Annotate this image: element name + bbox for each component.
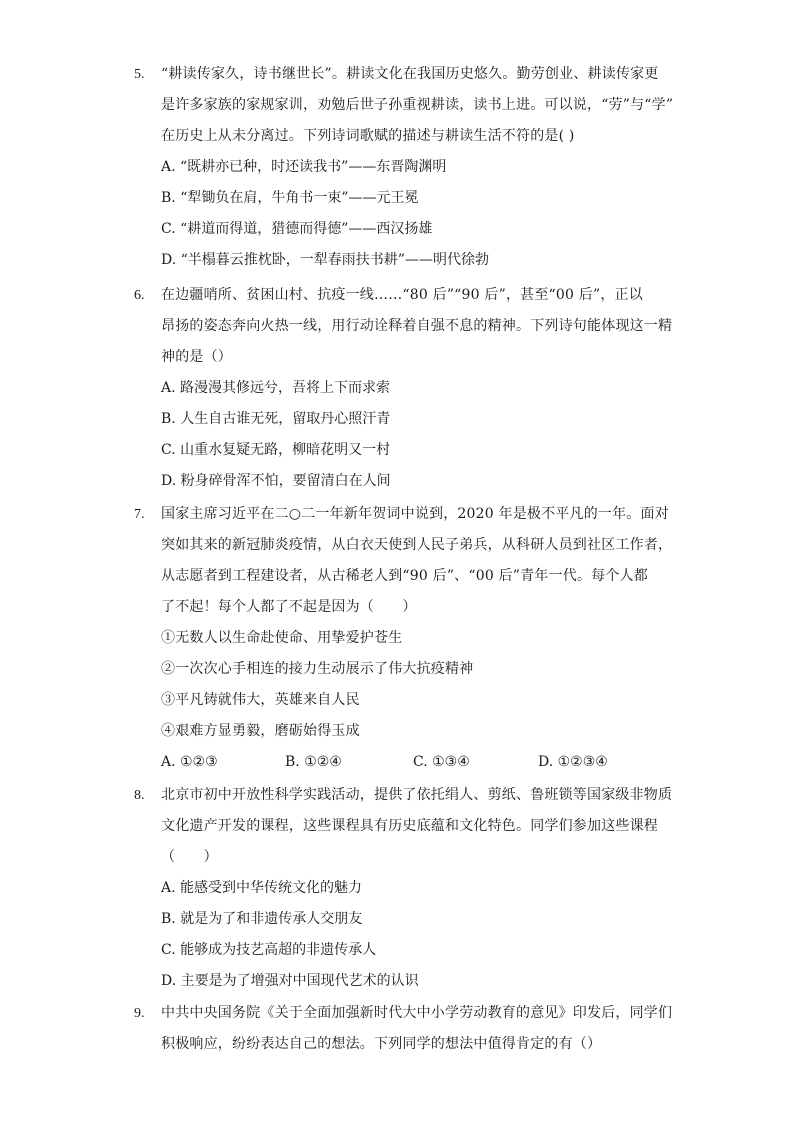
statement-4: ④艰难方显勇毅，磨砺始得玉成	[161, 723, 360, 739]
question-text-line: 从志愿者到工程建设者，从古稀老人到“90 后”、“00 后”青年一代。每个人都	[161, 568, 648, 584]
option-d: D. 主要是为了增强对中国现代艺术的认识	[161, 973, 419, 989]
question-text-line: 国家主席习近平在二○二一年新年贺词中说到，2020 年是极不平凡的一年。面对	[161, 506, 669, 522]
options-row	[161, 747, 676, 778]
question-text-line: 了不起！每个人都了不起是因为（ ）	[161, 599, 417, 615]
question-body	[161, 998, 676, 1060]
statement-2: ②一次次心手相连的接力生动展示了伟大抗疫精神	[161, 661, 474, 677]
question-number: 8.	[134, 788, 145, 803]
option-b: B. 就是为了和非遗传承人交朋友	[161, 911, 363, 927]
option-c: C. “耕道而得道，猎德而得德”——西汉扬雄	[161, 221, 433, 237]
question-text-line: 突如其来的新冠肺炎疫情，从白衣天使到人民子弟兵，从科研人员到社区工作者，	[161, 537, 673, 553]
question-body	[161, 280, 676, 497]
option-c: C. 能够成为技艺高超的非遗传承人	[161, 942, 377, 958]
question-text-line: 在边疆哨所、贫困山村、抗疫一线……“80 后”“90 后”，甚至“00 后”，正以	[161, 287, 643, 303]
question-text-line: （ ）	[161, 849, 218, 865]
option-a: A. ①②③	[161, 754, 218, 770]
option-b: B. 人生自古谁无死，留取丹心照汗青	[161, 411, 391, 427]
question-text-line: 昂扬的姿态奔向火热一线，用行动诠释着自强不息的精神。下列诗句能体现这一精	[161, 318, 673, 334]
question-body	[161, 780, 676, 997]
option-d: D. “半榻暮云推枕卧，一犁春雨扶书耕”——明代徐勃	[161, 252, 489, 268]
option-a: A. “既耕亦已种，时还读我书”——东晋陶渊明	[161, 159, 447, 175]
option-c: C. ①③④	[413, 754, 470, 770]
option-c: C. 山重水复疑无路，柳暗花明又一村	[161, 442, 391, 458]
question-text-line: 神的是（）	[161, 349, 232, 365]
option-d: D. ①②③④	[538, 754, 608, 770]
option-a: A. 路漫漫其修远兮，吾将上下而求索	[161, 380, 391, 396]
question-number: 5.	[134, 67, 145, 82]
option-d: D. 粉身碎骨浑不怕，要留清白在人间	[161, 473, 391, 489]
option-b: B. ①②④	[285, 754, 342, 770]
question-number: 9.	[134, 1006, 145, 1021]
statement-1: ①无数人以生命赴使命、用挚爱护苍生	[161, 630, 403, 646]
question-text-line: 在历史上从未分离过。下列诗词歌赋的描述与耕读生活不符的是( )	[161, 128, 575, 144]
question-text-line: 积极响应，纷纷表达自己的想法。下列同学的想法中值得肯定的有（）	[161, 1036, 602, 1052]
option-b: B. “犁锄负在肩，牛角书一束”——元王冕	[161, 190, 419, 206]
question-body	[161, 499, 676, 778]
question-number: 6.	[134, 288, 145, 303]
question-text-line: 中共中央国务院《关于全面加强新时代大中小学劳动教育的意见》印发后，同学们	[161, 1005, 673, 1021]
question-text-line: 是许多家族的家规家训，劝勉后世子孙重视耕读，读书上进。可以说，“劳”与“学”	[161, 97, 674, 113]
question-body	[161, 59, 676, 276]
statement-3: ③平凡铸就伟大，英雄来自人民	[161, 692, 360, 708]
question-text-line: 文化遗产开发的课程，这些课程具有历史底蕴和文化特色。同学们参加这些课程	[161, 818, 658, 834]
question-text-line: “耕读传家久，诗书继世长”。耕读文化在我国历史悠久。勤劳创业、耕读传家更	[161, 66, 659, 82]
question-number: 7.	[134, 507, 145, 522]
question-text-line: 北京市初中开放性科学实践活动，提供了依托绢人、剪纸、鲁班锁等国家级非物质	[161, 787, 673, 803]
option-a: A. 能感受到中华传统文化的魅力	[161, 880, 363, 896]
